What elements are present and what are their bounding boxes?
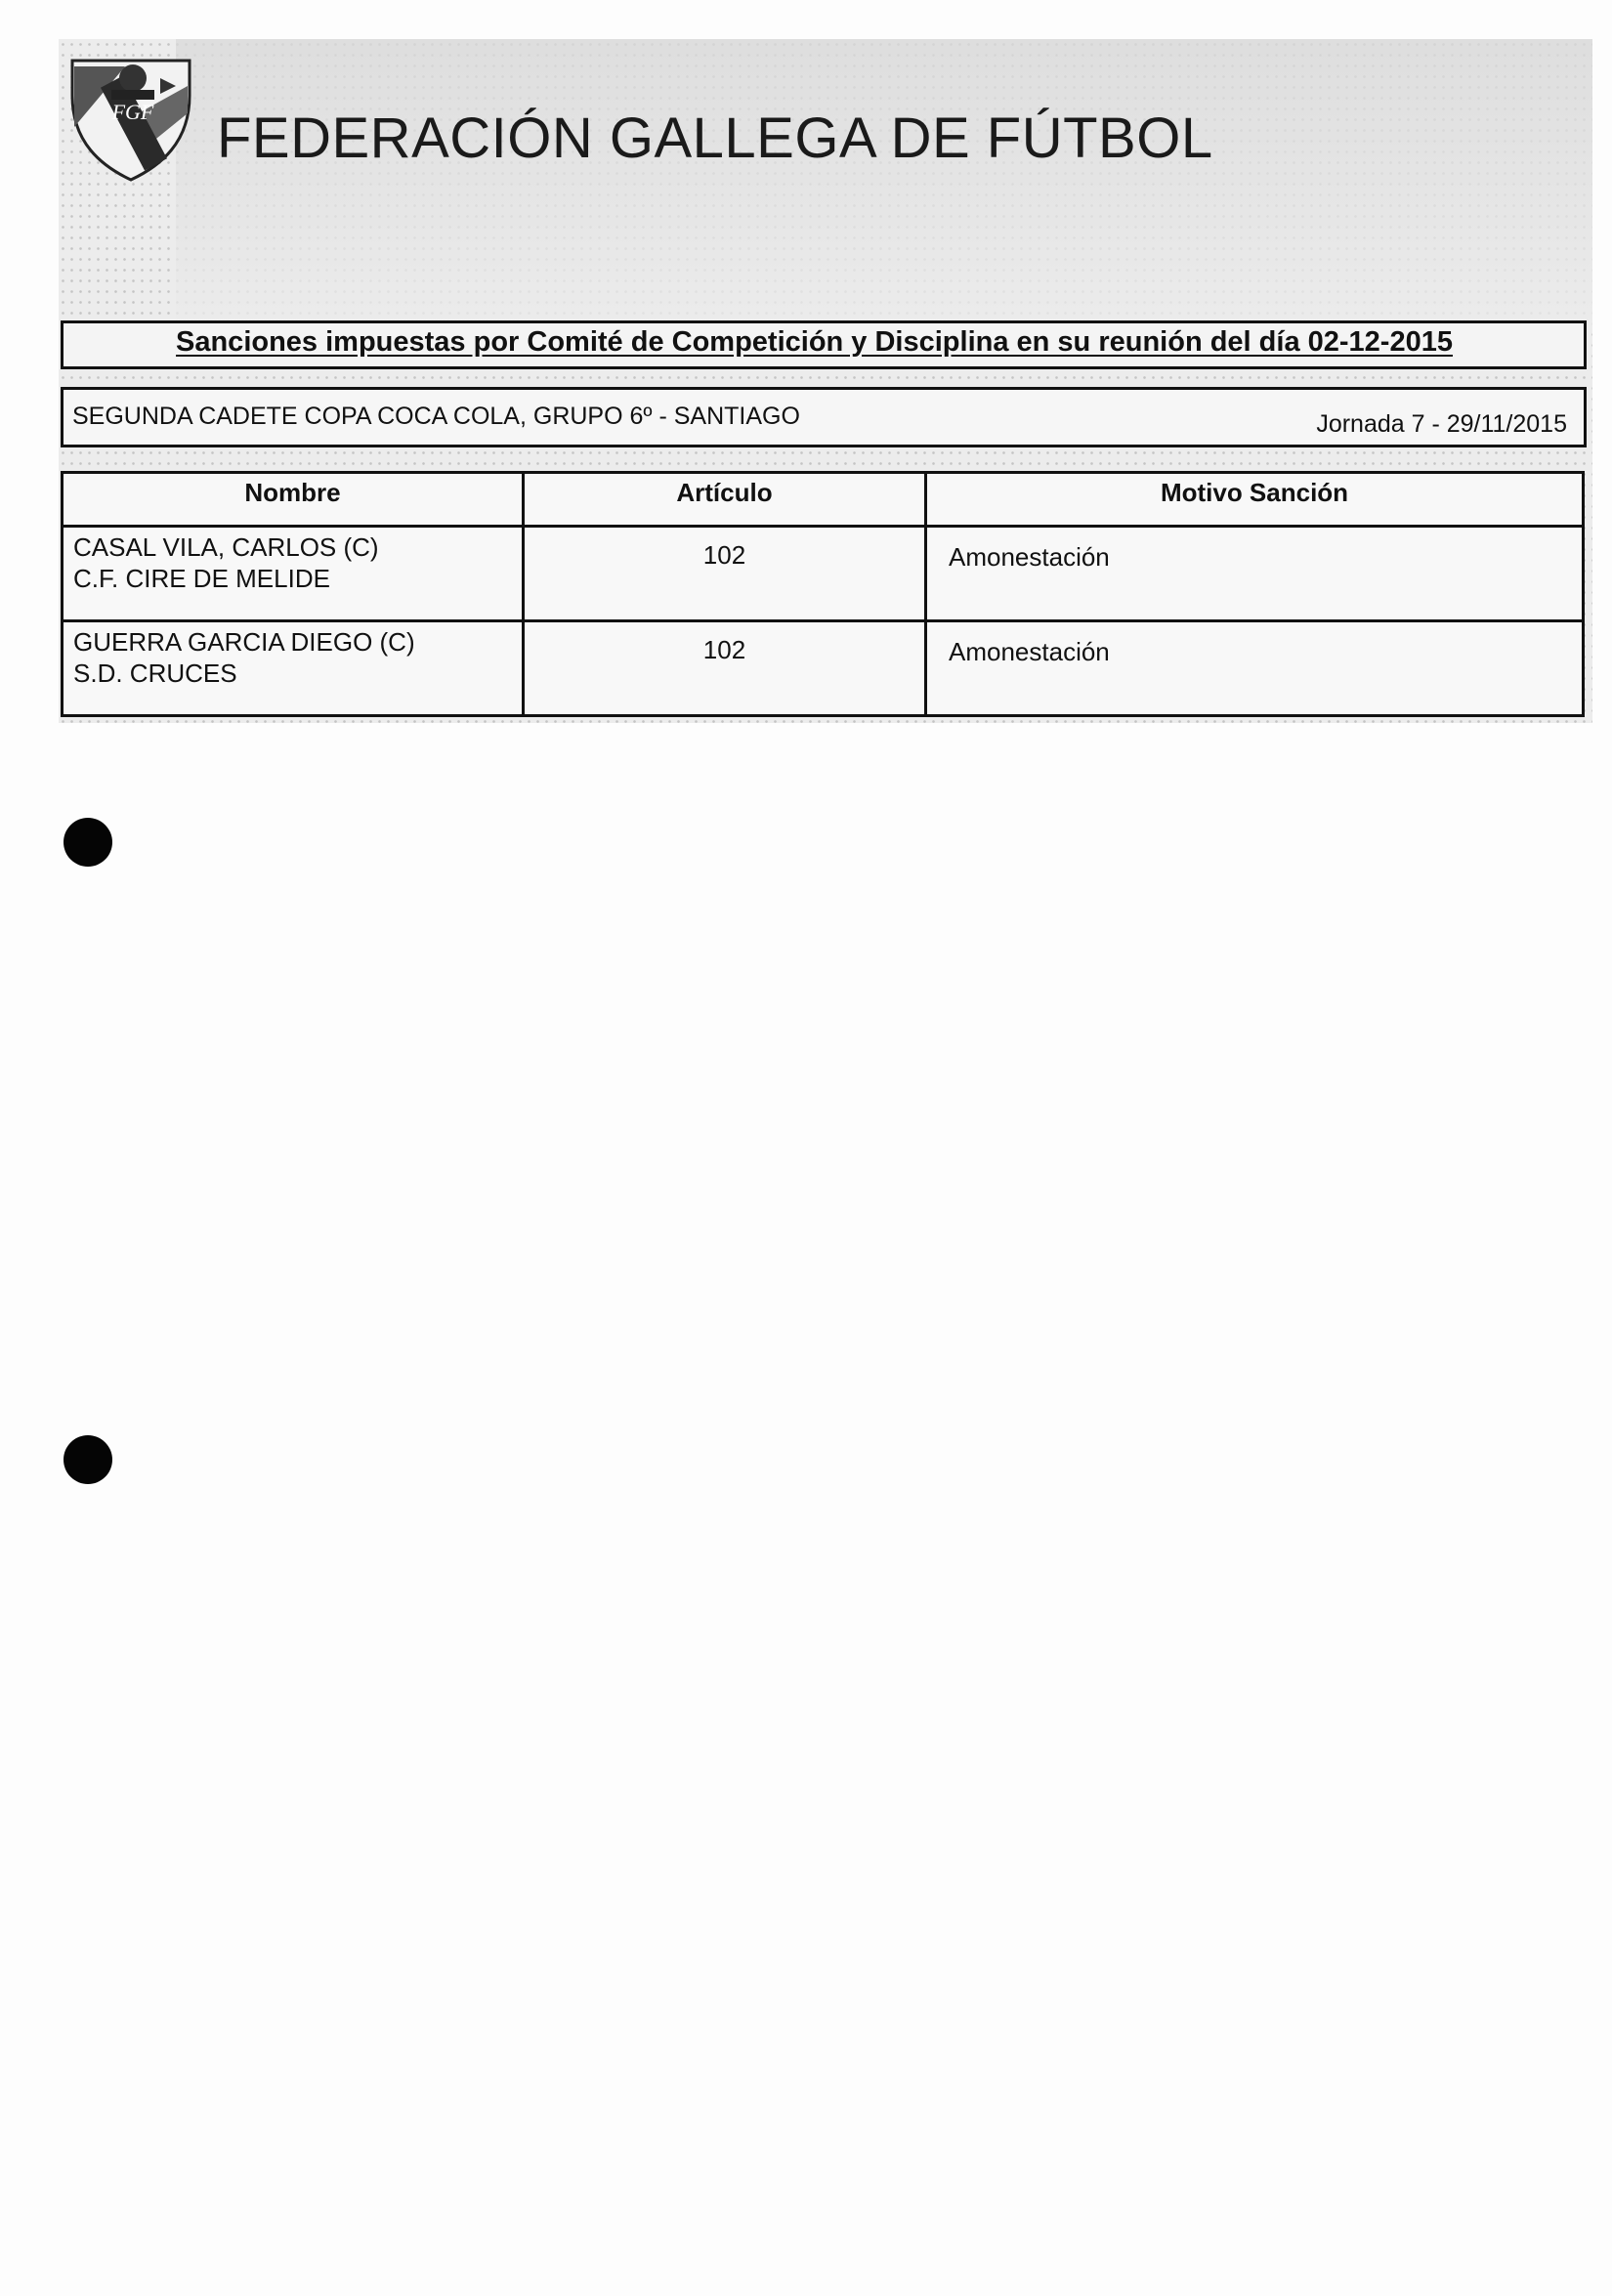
cell-articulo: 102 (524, 527, 926, 621)
table-header-row (63, 473, 1584, 527)
column-header-articulo: Artículo (524, 473, 926, 527)
table-row (63, 621, 1584, 716)
player-name: GUERRA GARCIA DIEGO (C) (73, 627, 415, 657)
cell-nombre (63, 527, 524, 621)
punch-hole-bottom (64, 1435, 112, 1484)
fgf-shield-logo (66, 57, 195, 182)
table-row (63, 527, 1584, 621)
federation-title: FEDERACIÓN GALLEGA DE FÚTBOL (217, 106, 1213, 170)
cell-nombre (63, 621, 524, 716)
cell-articulo: 102 (524, 621, 926, 716)
sanctions-title: Sanciones impuestas por Comité de Competición y Disciplina en su reunión del día 02-12-2015 (176, 326, 1453, 358)
cell-motivo: Amonestación (926, 527, 1584, 621)
punch-hole-top (64, 818, 112, 867)
column-header-motivo: Motivo Sanción (926, 473, 1584, 527)
header-shading (176, 39, 1592, 332)
sanctions-table (61, 471, 1585, 717)
cell-motivo: Amonestación (926, 621, 1584, 716)
player-name: CASAL VILA, CARLOS (C) (73, 532, 379, 562)
club-name: C.F. CIRE DE MELIDE (73, 564, 330, 593)
column-header-nombre: Nombre (63, 473, 524, 527)
competition-name: SEGUNDA CADETE COPA COCA COLA, GRUPO 6º - SANTIAGO (72, 403, 800, 430)
svg-text:FGF: FGF (111, 100, 154, 124)
club-name: S.D. CRUCES (73, 659, 237, 688)
competition-jornada: Jornada 7 - 29/11/2015 (1316, 410, 1567, 438)
